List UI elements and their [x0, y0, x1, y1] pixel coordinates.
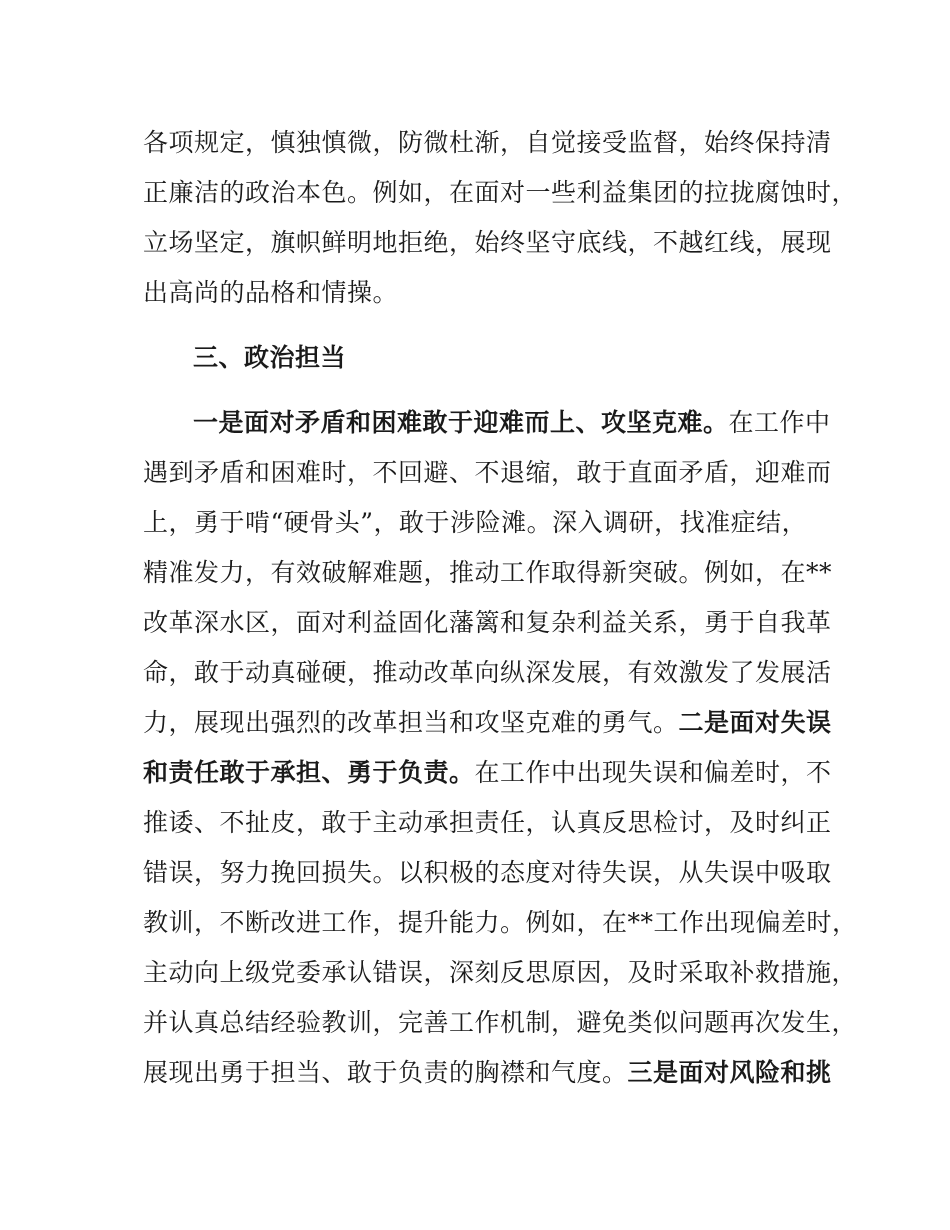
bold-lead: 三是面对风险和挑	[627, 1058, 832, 1087]
paragraph-line: 遇到矛盾和困难时，不回避、不退缩，敢于直面矛盾，迎难而	[143, 458, 832, 487]
line-text: 在工作中	[728, 408, 831, 437]
paragraph-line: 正廉洁的政治本色。例如，在面对一些利益集团的拉拢腐蚀时，	[143, 178, 858, 207]
paragraph-line: 错误，努力挽回损失。以积极的态度对待失误，从失误中吸取	[143, 858, 832, 887]
paragraph-line: 并认真总结经验教训，完善工作机制，避免类似问题再次发生，	[143, 1008, 858, 1037]
line-text: 在工作中出现失误和偏差时，不	[474, 758, 832, 787]
paragraph-line: 推诿、不扯皮，敢于主动承担责任，认真反思检讨，及时纠正	[143, 808, 832, 837]
line-text: 展现出勇于担当、敢于负责的胸襟和气度。	[143, 1058, 628, 1087]
bold-lead: 和责任敢于承担、勇于负责。	[143, 758, 475, 787]
paragraph-line: 主动向上级党委承认错误，深刻反思原因，及时采取补救措施，	[143, 958, 858, 987]
section-heading: 三、政治担当	[193, 343, 347, 372]
paragraph-line: 各项规定，慎独慎微，防微杜渐，自觉接受监督，始终保持清	[143, 128, 832, 157]
paragraph-line: 精准发力，有效破解难题，推动工作取得新突破。例如，在**	[143, 558, 833, 587]
paragraph-line: 改革深水区，面对利益固化藩篱和复杂利益关系，勇于自我革	[143, 608, 832, 637]
paragraph-line: 出高尚的品格和情操。	[143, 278, 399, 307]
paragraph-line: 立场坚定，旗帜鲜明地拒绝，始终坚守底线，不越红线，展现	[143, 228, 832, 257]
line-text: 力，展现出强烈的改革担当和攻坚克难的勇气。	[143, 708, 679, 737]
paragraph-line	[143, 1058, 832, 1088]
paragraph-line: 上，勇于啃“硬骨头”，敢于涉险滩。深入调研，找准症结，	[143, 508, 808, 537]
paragraph-line: 命，敢于动真碰硬，推动改革向纵深发展，有效激发了发展活	[143, 658, 832, 687]
bold-lead: 一是面对矛盾和困难敢于迎难而上、攻坚克难。	[193, 408, 729, 437]
paragraph-line	[143, 708, 832, 738]
paragraph-line: 教训，不断改进工作，提升能力。例如，在**工作出现偏差时，	[143, 908, 858, 937]
paragraph-line	[143, 758, 832, 788]
paragraph-line	[193, 408, 873, 438]
bold-lead: 二是面对失误	[678, 708, 832, 737]
